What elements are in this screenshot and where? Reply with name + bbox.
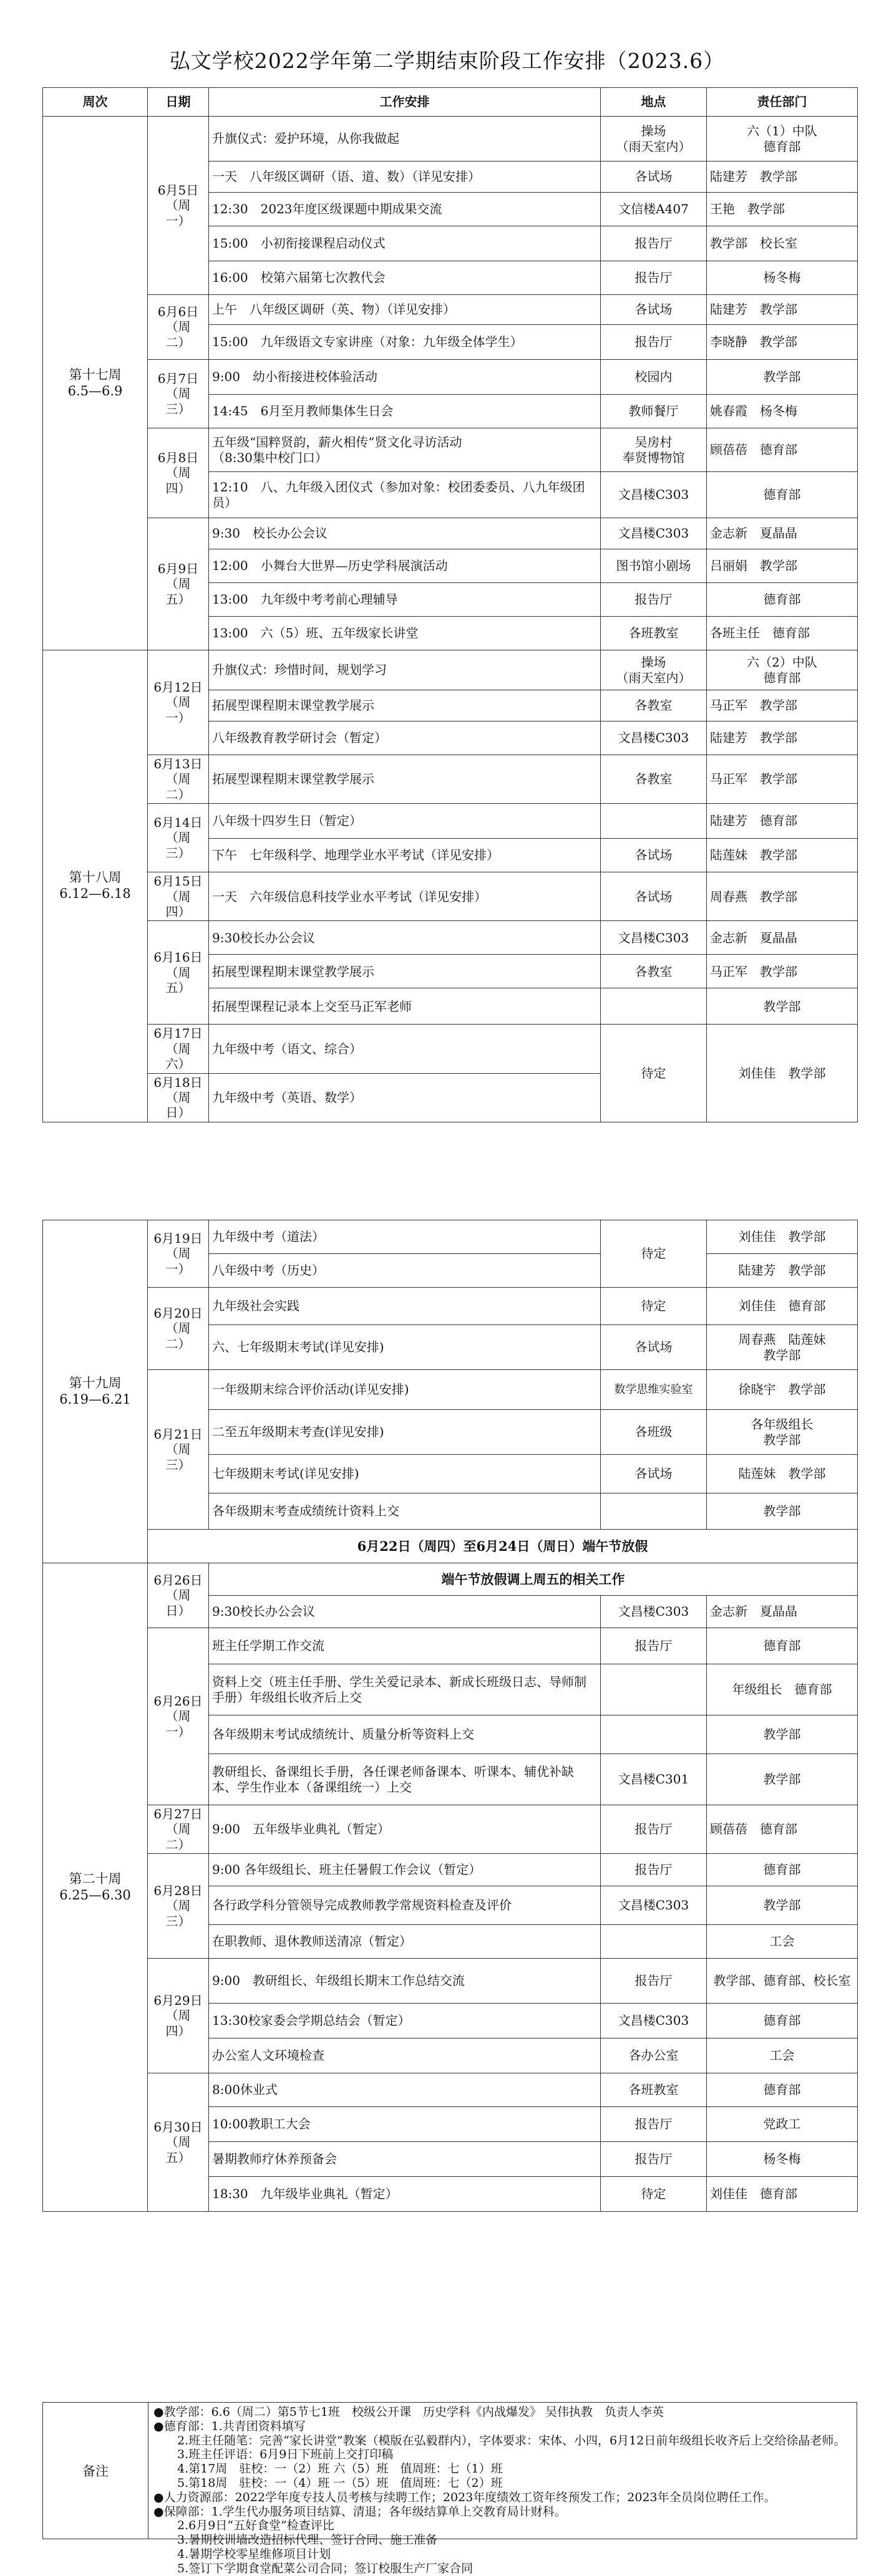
work-cell: 18:30 九年级毕业典礼（暂定） — [209, 2177, 601, 2212]
work-cell: 办公室人文环境检查 — [209, 2038, 601, 2073]
table-row — [43, 1220, 858, 1254]
dept-cell: 陆莲妹 教学部 — [707, 1455, 858, 1493]
work-cell: 六、七年级期末考试(详见安排) — [209, 1325, 601, 1370]
dept-cell: 金志新 夏晶晶 — [707, 921, 858, 955]
dept-cell: 马正军 教学部 — [707, 755, 858, 804]
place-cell: 文信楼A407 — [601, 193, 707, 226]
note-line: 4.暑期学校零星维修项目计划 — [153, 2547, 331, 2561]
dept-cell: 德育部 — [707, 583, 858, 617]
place-cell: 报告厅 — [601, 583, 707, 617]
work-cell: 各年级期末考试成绩统计、质量分析等资料上交 — [209, 1715, 601, 1754]
date-cell: 6月20日 （周 二） — [148, 1288, 209, 1370]
place-cell: 报告厅 — [601, 1805, 707, 1854]
place-cell: 各教室 — [601, 755, 707, 804]
place-cell: 操场 （雨天室内） — [601, 117, 707, 162]
place-cell: 待定 — [601, 1220, 707, 1288]
table-row — [43, 1563, 858, 1596]
table-row — [43, 518, 858, 549]
place-cell: 图书馆小剧场 — [601, 549, 707, 583]
place-cell — [601, 988, 707, 1025]
work-cell: 八年级教育教学研讨会（暂定） — [209, 721, 601, 755]
table-row — [43, 295, 858, 325]
dept-cell: 金志新 夏晶晶 — [707, 1596, 858, 1628]
work-cell: 拓展型课程期末课堂教学展示 — [209, 955, 601, 988]
dept-cell: 教学部、德育部、校长室 — [707, 1959, 858, 2004]
work-cell: 拓展型课程期末课堂教学展示 — [209, 755, 601, 804]
header-place: 地点 — [601, 88, 707, 117]
place-cell: 文昌楼C303 — [601, 921, 707, 955]
week-label: 第二十周 6.25—6.30 — [43, 1563, 148, 2212]
work-cell: 15:00 九年级语文专家讲座（对象：九年级全体学生） — [209, 325, 601, 360]
work-cell: 9:30校长办公会议 — [209, 1596, 601, 1628]
table-row — [43, 650, 858, 690]
makeup-banner: 端午节放假调上周五的相关工作 — [209, 1563, 858, 1596]
table-row — [43, 2073, 858, 2107]
table-row — [43, 1025, 858, 1073]
dept-cell: 姚春霞 杨冬梅 — [707, 395, 858, 428]
work-cell: 上午 八年级区调研（英、物）（详见安排） — [209, 295, 601, 325]
dept-cell: 德育部 — [707, 2073, 858, 2107]
place-cell: 待定 — [601, 1025, 707, 1122]
date-cell: 6月18日 （周 日） — [148, 1073, 209, 1122]
dept-cell: 陆建芳 教学部 — [707, 1254, 858, 1288]
dept-cell: 教学部 — [707, 988, 858, 1025]
dept-cell: 刘佳佳 德育部 — [707, 1288, 858, 1325]
place-cell: 各班教室 — [601, 617, 707, 650]
work-cell: 教研组长、备课组长手册，各任课老师备课本、听课本、辅优补缺本、学生作业本（备课组统一）上交 — [209, 1754, 601, 1805]
place-cell: 各班级 — [601, 1410, 707, 1455]
dept-cell: 党政工 — [707, 2107, 858, 2142]
dept-cell: 教学部 — [707, 1715, 858, 1754]
dept-cell: 各班主任 德育部 — [707, 617, 858, 650]
place-cell: 数学思维实验室 — [601, 1370, 707, 1410]
table-row — [43, 921, 858, 955]
work-cell: 12:00 小舞台大世界—历史学科展演活动 — [209, 549, 601, 583]
dept-cell: 顾蓓蓓 德育部 — [707, 1805, 858, 1854]
place-cell: 各办公室 — [601, 2038, 707, 2073]
table-row — [43, 1628, 858, 1664]
date-cell: 6月28日 （周 三） — [148, 1854, 209, 1959]
place-cell: 文昌楼C303 — [601, 472, 707, 518]
dept-cell: 陆建芳 德育部 — [707, 804, 858, 839]
note-line: ●人力资源部：2022学年度专技人员考核与续聘工作；2023年度绩效工资年终预发工作；2023年全员岗位聘任工作。 — [153, 2490, 776, 2504]
place-cell — [601, 1664, 707, 1715]
work-cell: 12:10 八、九年级入团仪式（参加对象：校团委委员、八九年级团员） — [209, 472, 601, 518]
work-cell: 12:30 2023年度区级课题中期成果交流 — [209, 193, 601, 226]
place-cell: 文昌楼C303 — [601, 721, 707, 755]
place-cell: 报告厅 — [601, 325, 707, 360]
date-cell: 6月26日 （周 日） — [148, 1563, 209, 1628]
work-cell: 9:00 五年级毕业典礼（暂定） — [209, 1805, 601, 1854]
dept-cell: 年级组长 德育部 — [707, 1664, 858, 1715]
dept-cell: 教学部 — [707, 1493, 858, 1530]
work-cell: 13:00 九年级中考考前心理辅导 — [209, 583, 601, 617]
date-cell: 6月13日 （周 二） — [148, 755, 209, 804]
place-cell — [601, 1715, 707, 1754]
table-row — [43, 1288, 858, 1325]
work-cell: 班主任学期工作交流 — [209, 1628, 601, 1664]
table-row — [43, 1854, 858, 1886]
place-cell: 各试场 — [601, 162, 707, 193]
work-cell: 八年级中考（历史） — [209, 1254, 601, 1288]
dept-cell: 各年级组长 教学部 — [707, 1410, 858, 1455]
note-line: 2.班主任随笔：完善“家长讲堂”教案（模版在弘毅群内），字体要求：宋体、小四，6月12日前年级组长收齐后上交给徐晶老师。 — [153, 2433, 846, 2448]
date-cell: 6月29日 （周 四） — [148, 1959, 209, 2073]
dept-cell: 工会 — [707, 2038, 858, 2073]
dept-cell: 顾蓓蓓 德育部 — [707, 428, 858, 472]
place-cell: 文昌楼C303 — [601, 1596, 707, 1628]
place-cell: 报告厅 — [601, 2107, 707, 2142]
work-cell: 升旗仪式：珍惜时间，规划学习 — [209, 650, 601, 690]
work-cell: 拓展型课程期末课堂教学展示 — [209, 690, 601, 721]
date-cell: 6月14日 （周 三） — [148, 804, 209, 872]
place-cell: 待定 — [601, 2177, 707, 2212]
dept-cell: 德育部 — [707, 2004, 858, 2038]
work-cell: 八年级十四岁生日（暂定） — [209, 804, 601, 839]
place-cell: 报告厅 — [601, 1854, 707, 1886]
work-cell: 15:00 小初衔接课程启动仪式 — [209, 226, 601, 261]
place-cell: 报告厅 — [601, 2142, 707, 2177]
note-line: ●教学部：6.6（周二）第5节七1班 校级公开课 历史学科《内战爆发》 吴伟执教 负责人李英 — [153, 2405, 664, 2419]
dept-cell: 教学部 校长室 — [707, 226, 858, 261]
place-cell: 文昌楼C303 — [601, 518, 707, 549]
work-cell: 9:00 各年级组长、班主任暑假工作会议（暂定） — [209, 1854, 601, 1886]
dept-cell: 马正军 教学部 — [707, 955, 858, 988]
dept-cell: 李晓静 教学部 — [707, 325, 858, 360]
place-cell: 各班教室 — [601, 2073, 707, 2107]
schedule-table-2 — [42, 1220, 858, 2212]
place-cell: 文昌楼C301 — [601, 1754, 707, 1805]
work-cell: 一天 八年级区调研（语、道、数）（详见安排） — [209, 162, 601, 193]
table-row — [43, 1530, 858, 1563]
dept-cell: 德育部 — [707, 472, 858, 518]
work-cell: 九年级社会实践 — [209, 1288, 601, 1325]
work-cell: 9:30 校长办公会议 — [209, 518, 601, 549]
place-cell: 待定 — [601, 1288, 707, 1325]
dept-cell: 杨冬梅 — [707, 261, 858, 295]
date-cell: 6月21日 （周 三） — [148, 1370, 209, 1530]
dept-cell: 马正军 教学部 — [707, 690, 858, 721]
work-cell: 9:00 幼小衔接进校体验活动 — [209, 360, 601, 395]
dept-cell: 杨冬梅 — [707, 2142, 858, 2177]
table-row — [43, 1959, 858, 2004]
place-cell: 报告厅 — [601, 1959, 707, 2004]
notes-body — [148, 2403, 857, 2575]
table-row — [43, 360, 858, 395]
table-row — [43, 1805, 858, 1854]
date-cell: 6月15日 （周 四） — [148, 872, 209, 921]
date-cell: 6月16日 （周 五） — [148, 921, 209, 1025]
note-line: 3.暑期校训墙改造招标代理、签订合同、施工准备 — [153, 2533, 438, 2547]
table-row — [43, 428, 858, 472]
dept-cell: 吕丽娟 教学部 — [707, 549, 858, 583]
dept-cell: 徐晓宇 教学部 — [707, 1370, 858, 1410]
header-dept: 责任部门 — [707, 88, 858, 117]
note-line: 3.班主任评语：6月9日下班前上交打印稿 — [153, 2448, 394, 2462]
date-cell: 6月12日 （周 一） — [148, 650, 209, 755]
work-cell: 九年级中考（语文、综合） — [209, 1025, 601, 1073]
place-cell: 各教室 — [601, 955, 707, 988]
place-cell: 报告厅 — [601, 226, 707, 261]
work-cell: 资料上交（班主任手册、学生关爱记录本、新成长班级日志、导师制手册）年级组长收齐后上交 — [209, 1664, 601, 1715]
notes-section — [42, 2402, 857, 2575]
place-cell: 各试场 — [601, 839, 707, 872]
place-cell: 各试场 — [601, 1325, 707, 1370]
place-cell: 校园内 — [601, 360, 707, 395]
note-line: 4.第17周 驻校：一（2）班 六（5）班 值周班：七（1）班 — [153, 2462, 503, 2476]
dept-cell: 教学部 — [707, 1886, 858, 1925]
header-work: 工作安排 — [209, 88, 601, 117]
date-cell: 6月17日 （周 六） — [148, 1025, 209, 1073]
work-cell: 8:00休业式 — [209, 2073, 601, 2107]
work-cell: 五年级“国粹贤韵，薪火相传”贤文化寻访活动 （8:30集中校门口） — [209, 428, 601, 472]
notes-label: 备注 — [43, 2403, 148, 2539]
work-cell: 各年级期末考查成绩统计资料上交 — [209, 1493, 601, 1530]
table-row — [43, 117, 858, 162]
dept-cell: 六（1）中队 德育部 — [707, 117, 858, 162]
week-label: 第十八周 6.12—6.18 — [43, 650, 148, 1122]
week-label: 第十七周 6.5—6.9 — [43, 117, 148, 650]
note-line: 5.签订下学期食堂配菜公司合同；签订校服生产厂家合同 — [153, 2561, 474, 2575]
work-cell: 13:00 六（5）班、五年级家长讲堂 — [209, 617, 601, 650]
work-cell: 一年级期末综合评价活动(详见安排) — [209, 1370, 601, 1410]
work-cell: 暑期教师疗休养预备会 — [209, 2142, 601, 2177]
place-cell: 各试场 — [601, 872, 707, 921]
dept-cell: 周春燕 陆莲妹 教学部 — [707, 1325, 858, 1370]
work-cell: 9:30校长办公会议 — [209, 921, 601, 955]
work-cell: 升旗仪式：爱护环境，从你我做起 — [209, 117, 601, 162]
dept-cell: 陆建芳 教学部 — [707, 295, 858, 325]
place-cell: 文昌楼C303 — [601, 1886, 707, 1925]
header-row — [43, 88, 858, 117]
table-row — [43, 755, 858, 804]
note-line: ●保障部：1.学生代办服务项目结算、清退；各年级结算单上交教育局计财科。 — [153, 2504, 566, 2519]
table-row — [43, 872, 858, 921]
dept-cell: 教学部 — [707, 360, 858, 395]
work-cell: 二至五年级期末考查(详见安排) — [209, 1410, 601, 1455]
work-cell: 10:00教职工大会 — [209, 2107, 601, 2142]
dept-cell: 陆莲妹 教学部 — [707, 839, 858, 872]
place-cell — [601, 1493, 707, 1530]
date-cell: 6月6日 （周 二） — [148, 295, 209, 360]
week-label: 第十九周 6.19—6.21 — [43, 1220, 148, 1563]
work-cell: 14:45 6月至月教师集体生日会 — [209, 395, 601, 428]
work-cell: 七年级期末考试(详见安排) — [209, 1455, 601, 1493]
work-cell: 9:00 教研组长、年级组长期末工作总结交流 — [209, 1959, 601, 2004]
date-cell: 6月19日 （周 一） — [148, 1220, 209, 1288]
dept-cell: 刘佳佳 教学部 — [707, 1220, 858, 1254]
work-cell: 16:00 校第六届第七次教代会 — [209, 261, 601, 295]
dept-cell: 六（2）中队 德育部 — [707, 650, 858, 690]
dept-cell: 德育部 — [707, 1628, 858, 1664]
holiday-banner: 6月22日（周四）至6月24日（周日）端午节放假 — [148, 1530, 858, 1563]
dept-cell: 刘佳佳 教学部 — [707, 1025, 858, 1122]
place-cell: 文昌楼C303 — [601, 2004, 707, 2038]
date-cell: 6月5日 （周 一） — [148, 117, 209, 295]
table-row — [43, 1370, 858, 1410]
date-cell: 6月30日 （周 五） — [148, 2073, 209, 2212]
dept-cell: 刘佳佳 德育部 — [707, 2177, 858, 2212]
work-cell: 各行政学科分管领导完成教师教学常规资料检查及评价 — [209, 1886, 601, 1925]
place-cell: 操场 （雨天室内） — [601, 650, 707, 690]
place-cell: 吴房村 奉贤博物馆 — [601, 428, 707, 472]
date-cell: 6月26日 （周 一） — [148, 1628, 209, 1805]
note-line: ●德育部：1.共青团资料填写 — [153, 2419, 306, 2433]
work-cell: 拓展型课程记录本上交至马正军老师 — [209, 988, 601, 1025]
work-cell: 一天 六年级信息科技学业水平考试（详见安排） — [209, 872, 601, 921]
place-cell: 报告厅 — [601, 1628, 707, 1664]
dept-cell: 教学部 — [707, 1754, 858, 1805]
place-cell: 各试场 — [601, 1455, 707, 1493]
work-cell: 九年级中考（英语、数学） — [209, 1073, 601, 1122]
dept-cell: 陆建芳 教学部 — [707, 721, 858, 755]
page-title: 弘文学校2022学年第二学期结束阶段工作安排（2023.6） — [169, 49, 725, 73]
dept-cell: 工会 — [707, 1925, 858, 1959]
date-cell: 6月8日 （周 四） — [148, 428, 209, 518]
dept-cell: 金志新 夏晶晶 — [707, 518, 858, 549]
place-cell — [601, 804, 707, 839]
schedule-table-1 — [42, 87, 858, 1122]
note-line: 2.6月9日“五好食堂”检查评比 — [153, 2519, 334, 2533]
work-cell: 13:30校家委会学期总结会（暂定） — [209, 2004, 601, 2038]
dept-cell: 陆建芳 教学部 — [707, 162, 858, 193]
place-cell: 各试场 — [601, 295, 707, 325]
place-cell — [601, 1925, 707, 1959]
date-cell: 6月7日 （周 三） — [148, 360, 209, 428]
place-cell: 各教室 — [601, 690, 707, 721]
place-cell: 报告厅 — [601, 261, 707, 295]
work-cell: 下午 七年级科学、地理学业水平考试（详见安排） — [209, 839, 601, 872]
work-cell: 九年级中考（道法） — [209, 1220, 601, 1254]
place-cell: 教师餐厅 — [601, 395, 707, 428]
date-cell: 6月27日 （周 二） — [148, 1805, 209, 1854]
dept-cell: 王艳 教学部 — [707, 193, 858, 226]
dept-cell: 德育部 — [707, 1854, 858, 1886]
note-line: 5.第18周 驻校：一（4）班 一（5）班 值周班：七（2）班 — [153, 2476, 503, 2490]
header-week: 周次 — [43, 88, 148, 117]
table-row — [43, 804, 858, 839]
dept-cell: 周春燕 教学部 — [707, 872, 858, 921]
header-date: 日期 — [148, 88, 209, 117]
work-cell: 在职教师、退休教师送清凉（暂定） — [209, 1925, 601, 1959]
date-cell: 6月9日 （周 五） — [148, 518, 209, 650]
